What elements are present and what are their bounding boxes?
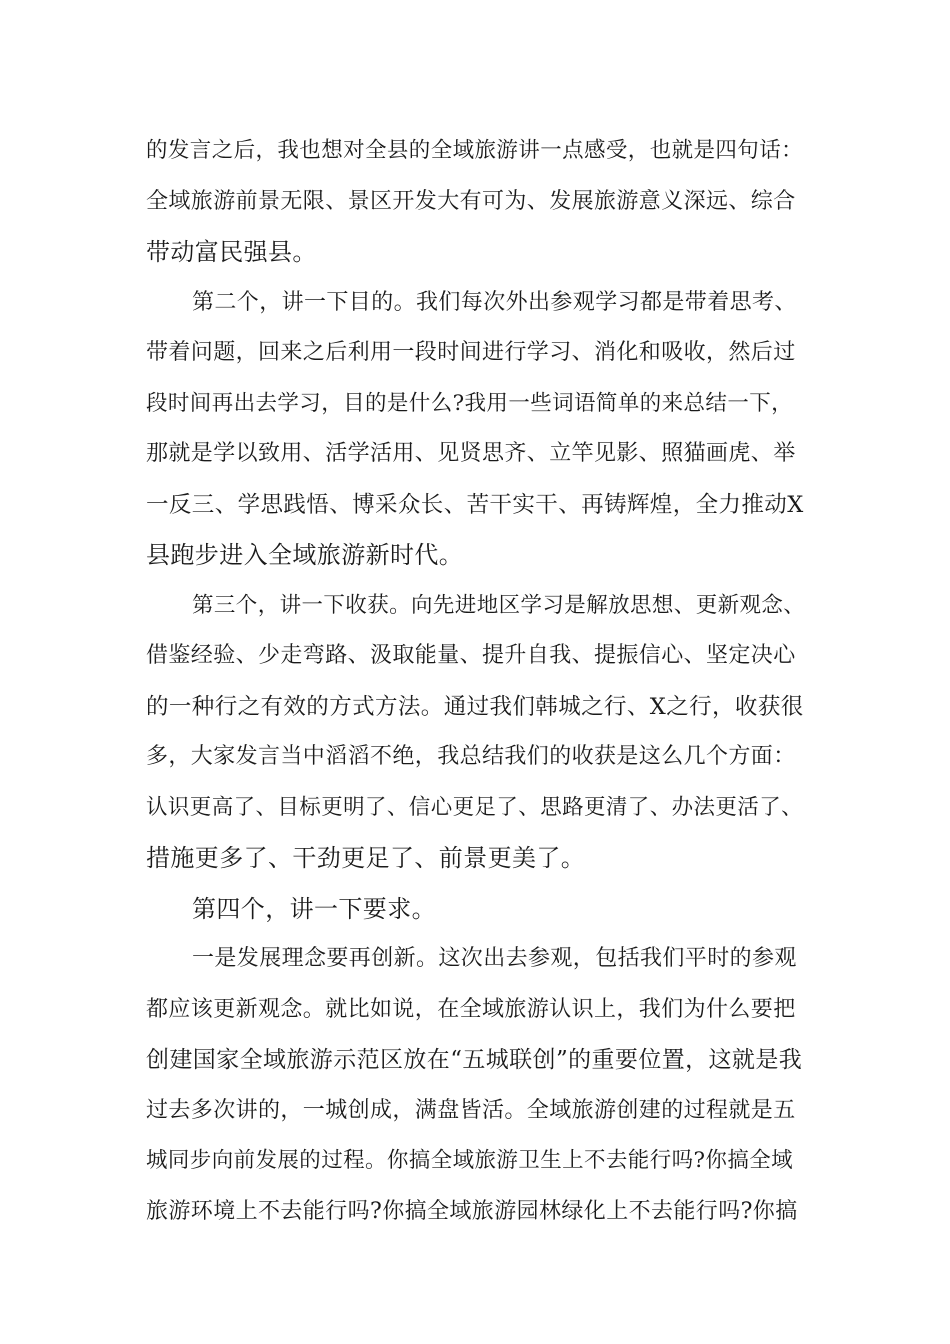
text-line: 第二个，讲一下目的。我们每次外出参观学习都是带着思考、 — [192, 289, 797, 315]
text-line: 带着问题，回来之后利用一段时间进行学习、消化和吸收，然后过 — [146, 340, 796, 365]
text-line: 那就是学以致用、活学活用、见贤思齐、立竿见影、照猫画虎、举 — [146, 441, 796, 466]
text-line: 过去多次讲的，一城创成，满盘皆活。全域旅游创建的过程就是五 — [146, 1097, 796, 1123]
text-line: 旅游环境上不去能行吗?你搞全域旅游园林绿化上不去能行吗?你搞 — [146, 1198, 798, 1224]
text-line: 创建国家全域旅游示范区放在“五城联创”的重要位置，这就是我 — [146, 1047, 803, 1073]
text-line: 县跑步进入全域旅游新时代。 — [146, 541, 464, 569]
text-line: 第四个，讲一下要求。 — [192, 894, 436, 923]
text-line: 多，大家发言当中滔滔不绝，我总结我们的收获是这么几个方面： — [146, 744, 796, 769]
document-body — [146, 126, 806, 1237]
text-line: 都应该更新观念。就比如说，在全域旅游认识上，我们为什么要把 — [146, 996, 796, 1022]
text-line: 带动富民强县。 — [146, 238, 317, 266]
text-line: 第三个，讲一下收获。向先进地区学习是解放思想、更新观念、 — [192, 592, 806, 618]
text-line: 段时间再出去学习，目的是什么?我用一些词语简单的来总结一下， — [146, 390, 794, 416]
text-line: 措施更多了、干劲更足了、前景更美了。 — [146, 844, 586, 872]
text-line: 一反三、学思践悟、博采众长、苦干实干、再铸辉煌，全力推动X — [146, 491, 804, 518]
text-line: 全域旅游前景无限、景区开发大有可为、发展旅游意义深远、综合 — [146, 188, 796, 214]
text-line: 借鉴经验、少走弯路、汲取能量、提升自我、提振信心、坚定决心 — [146, 643, 796, 668]
text-line: 城同步向前发展的过程。你搞全域旅游卫生上不去能行吗?你搞全域 — [146, 1148, 794, 1173]
text-line: 一是发展理念要再创新。这次出去参观，包括我们平时的参观 — [192, 946, 797, 971]
text-line: 的一种行之有效的方式方法。通过我们韩城之行、X之行，收获很 — [146, 693, 804, 720]
text-line: 认识更高了、目标更明了、信心更足了、思路更清了、办法更活了、 — [146, 794, 804, 820]
text-line: 的发言之后，我也想对全县的全域旅游讲一点感受，也就是四句话： — [146, 138, 804, 163]
